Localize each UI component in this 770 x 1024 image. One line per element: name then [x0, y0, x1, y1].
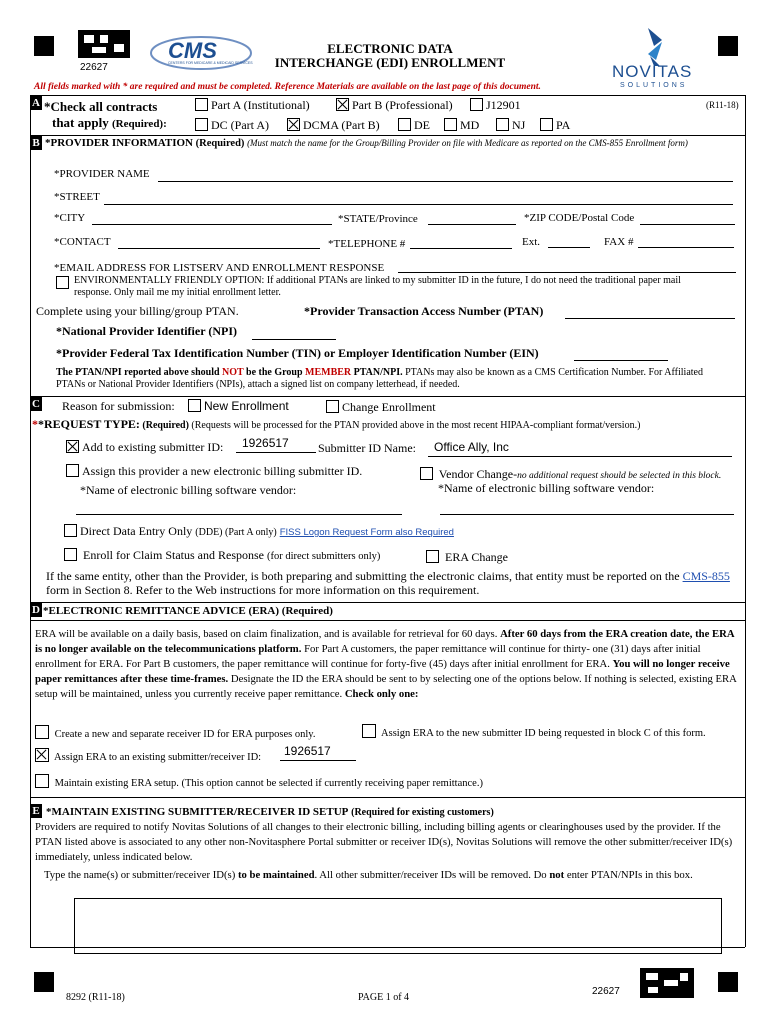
- revision-label: (R11-18): [706, 100, 739, 110]
- checkbox[interactable]: [444, 118, 457, 131]
- contact-input[interactable]: [118, 248, 320, 249]
- add-existing-option[interactable]: Add to existing submitter ID:: [66, 440, 223, 455]
- form-title: ELECTRONIC DATA INTERCHANGE (EDI) ENROLLMENT: [274, 41, 506, 70]
- submitter-id-value[interactable]: 1926517: [242, 436, 289, 450]
- required-notice: All fields marked with * are required and must be completed. Reference Materials are available on the last page of this document.: [34, 82, 541, 92]
- zip-input[interactable]: [640, 224, 735, 225]
- section-d-letter: D: [30, 603, 42, 617]
- dde-option[interactable]: Direct Data Entry Only (DDE) (Part A only) FISS Logon Request Form also Required: [64, 524, 454, 539]
- era-paragraph: ERA will be available on a daily basis, based on claim finalization, and is available for retrieval for 60 days. After 60 days from the ERA creation date, the ERA is no longer available on the telecommunications platform. For Part A customers, the paper remittance will continue for thirty- one (31) days after initial enrollment for ERA. For Part B customers, the paper remittance will continue for forty-five (45) days after initial enrollment for ERA. You will no longer receive paper remittances after these time-frames. Designate the ID the ERA should be sent to by selecting one of the options below. If nothing is selected, existing ERA setup will be maintained, unless you currently receive paper remittance. Check only one:: [35, 628, 737, 700]
- cms-855-link[interactable]: CMS-855: [682, 569, 730, 583]
- contract-nj[interactable]: NJ: [496, 118, 525, 133]
- registration-mark: [718, 972, 738, 992]
- page-number: PAGE 1 of 4: [358, 992, 410, 1003]
- checkbox-checked[interactable]: [287, 118, 300, 131]
- section-c-letter: C: [30, 397, 42, 411]
- submitter-name-input[interactable]: [428, 456, 732, 457]
- vendor-name-label-2: *Name of electronic billing software vendor:: [438, 481, 655, 495]
- checkbox[interactable]: [426, 550, 439, 563]
- footer-barcode: [640, 968, 694, 998]
- registration-mark: [718, 36, 738, 56]
- section-b-letter: B: [30, 136, 42, 150]
- reason-label: Reason for submission:: [62, 399, 175, 413]
- fax-label: FAX #: [604, 236, 634, 248]
- checkbox[interactable]: [470, 98, 483, 111]
- novitas-logo-sub: SOLUTIONS: [620, 82, 688, 89]
- contract-dc[interactable]: DC (Part A): [195, 118, 269, 133]
- maintain-ids-textbox[interactable]: [74, 898, 722, 954]
- section-b-heading: *PROVIDER INFORMATION (Required) (Must match the name for the Group/Billing Provider on file with Medicare as reported on the CMS-855 Enrollment form): [45, 137, 688, 149]
- contract-de[interactable]: DE: [398, 118, 430, 133]
- checkbox[interactable]: [56, 276, 69, 289]
- checkbox[interactable]: [326, 400, 339, 413]
- section-e-heading: *MAINTAIN EXISTING SUBMITTER/RECEIVER ID SETUP (Required for existing customers): [46, 806, 494, 818]
- section-e-letter: E: [30, 804, 42, 818]
- contract-part-a[interactable]: Part A (Institutional): [195, 98, 310, 113]
- checkbox-checked[interactable]: [66, 440, 79, 453]
- checkbox[interactable]: [420, 467, 433, 480]
- era-create-option[interactable]: Create a new and separate receiver ID for ERA purposes only.: [35, 725, 315, 740]
- new-enrollment-option[interactable]: New Enrollment: [188, 399, 289, 413]
- npi-input[interactable]: [252, 339, 336, 340]
- state-input[interactable]: [428, 224, 516, 225]
- checkbox-checked[interactable]: [336, 98, 349, 111]
- provider-name-input[interactable]: [158, 181, 733, 182]
- form-barcode: [78, 30, 130, 58]
- fax-input[interactable]: [638, 247, 734, 248]
- complete-ptan-note: Complete using your billing/group PTAN.: [36, 304, 239, 318]
- vendor-name-input-2[interactable]: [440, 514, 734, 515]
- registration-mark: [34, 972, 54, 992]
- contract-pa[interactable]: PA: [540, 118, 570, 133]
- submitter-id-input[interactable]: [236, 452, 316, 453]
- checkbox[interactable]: [188, 399, 201, 412]
- form-number: 8292 (R11-18): [66, 992, 125, 1003]
- registration-mark: [34, 36, 54, 56]
- era-assign-existing-option[interactable]: Assign ERA to an existing submitter/receiver ID:: [35, 748, 261, 763]
- contract-part-b[interactable]: Part B (Professional): [336, 98, 453, 113]
- vendor-name-label: *Name of electronic billing software vendor:: [80, 483, 297, 497]
- checkbox-checked[interactable]: [35, 748, 49, 762]
- checkbox[interactable]: [64, 548, 77, 561]
- ptan-npi-note: The PTAN/NPI reported above should NOT be the Group MEMBER PTAN/NPI. PTANs may also be known as a CMS Certification Number. For Affiliated PTANs or National Provider Identifiers (NPIs), attach a signed list on company letterhead, if needed.: [56, 367, 703, 390]
- section-a-label: *Check all contracts that apply (Required):: [44, 99, 167, 130]
- era-existing-id-input[interactable]: [280, 760, 356, 761]
- ext-label: Ext.: [522, 236, 541, 248]
- submitter-id-name-label: Submitter ID Name:: [318, 441, 416, 455]
- cms-logo: CMS CENTERS FOR MEDICARE & MEDICAID SERVICES: [150, 36, 252, 70]
- section-d-heading: *ELECTRONIC REMITTANCE ADVICE (ERA) (Required): [43, 605, 333, 617]
- contract-j12901[interactable]: J12901: [470, 98, 521, 113]
- novitas-logo: NOVITAS: [612, 62, 693, 81]
- checkbox[interactable]: [362, 724, 376, 738]
- checkbox[interactable]: [64, 524, 77, 537]
- assign-new-option[interactable]: Assign this provider a new electronic billing submitter ID.: [66, 464, 362, 479]
- telephone-input[interactable]: [410, 248, 512, 249]
- provider-name-label: *PROVIDER NAME: [54, 168, 150, 180]
- street-input[interactable]: [104, 204, 733, 205]
- city-label: *CITY: [54, 212, 86, 224]
- form-code: 22627: [80, 62, 108, 73]
- ext-input[interactable]: [548, 247, 590, 248]
- era-existing-id-value[interactable]: 1926517: [284, 744, 331, 758]
- checkbox[interactable]: [35, 725, 49, 739]
- vendor-name-input[interactable]: [76, 514, 402, 515]
- contract-dcma[interactable]: DCMA (Part B): [287, 118, 380, 133]
- tin-label: *Provider Federal Tax Identification Number (TIN) or Employer Identification Number (EIN): [56, 346, 539, 360]
- request-type-heading: **REQUEST TYPE: (Required) (Requests will be processed for the PTAN provided above in the most recent HIPAA-compliant format/version.): [32, 417, 641, 431]
- submitter-name-value[interactable]: Office Ally, Inc: [434, 440, 509, 454]
- fiss-logon-link[interactable]: FISS Logon Request Form also Required: [279, 527, 454, 538]
- contract-md[interactable]: MD: [444, 118, 479, 133]
- checkbox[interactable]: [540, 118, 553, 131]
- checkbox[interactable]: [195, 118, 208, 131]
- footer-code: 22627: [592, 986, 620, 997]
- env-option[interactable]: ENVIRONMENTALLY FRIENDLY OPTION: If additional PTANs are linked to my submitter ID in the future, I do not need the traditional paper mail response. Only mail me my initial enrollment letter.: [56, 275, 696, 299]
- same-entity-note: If the same entity, other than the Provider, is both preparing and submitting the electronic claims, that entity must be reported on the CMS-855 form in Section 8. Refer to the Web instructions for more information on this requirement.: [46, 569, 730, 597]
- vendor-change-option[interactable]: Vendor Change-no additional request should be selected in this block.: [420, 467, 721, 482]
- checkbox[interactable]: [35, 774, 49, 788]
- claim-status-option[interactable]: Enroll for Claim Status and Response (for direct submitters only): [64, 548, 380, 563]
- era-assign-new-option[interactable]: Assign ERA to the new submitter ID being requested in block C of this form.: [362, 724, 706, 739]
- checkbox[interactable]: [195, 98, 208, 111]
- contact-label: *CONTACT: [54, 236, 111, 248]
- section-e-instructions: Type the name(s) or submitter/receiver ID(s) to be maintained. All other submitter/receiver IDs will be removed. Do not enter PTAN/NPIs in this box.: [44, 869, 693, 881]
- npi-label: *National Provider Identifier (NPI): [56, 324, 237, 338]
- checkbox[interactable]: [398, 118, 411, 131]
- telephone-label: *TELEPHONE #: [328, 238, 406, 250]
- email-input[interactable]: [398, 272, 736, 273]
- email-label: *EMAIL ADDRESS FOR LISTSERV AND ENROLLMENT RESPONSE: [54, 262, 385, 274]
- ptan-label: *Provider Transaction Access Number (PTAN): [304, 304, 544, 318]
- checkbox[interactable]: [496, 118, 509, 131]
- era-maintain-option[interactable]: Maintain existing ERA setup. (This option cannot be selected if currently receiving paper remittance.): [35, 774, 483, 789]
- change-enrollment-option[interactable]: Change Enrollment: [326, 400, 436, 415]
- zip-label: *ZIP CODE/Postal Code: [524, 212, 635, 224]
- tin-input[interactable]: [574, 360, 668, 361]
- era-change-option[interactable]: ERA Change: [426, 550, 508, 565]
- ptan-input[interactable]: [565, 318, 735, 319]
- city-input[interactable]: [92, 224, 332, 225]
- state-label: *STATE/Province: [338, 213, 418, 225]
- street-label: *STREET: [54, 191, 100, 203]
- checkbox[interactable]: [66, 464, 79, 477]
- section-a-letter: A: [30, 96, 42, 110]
- section-e-paragraph: Providers are required to notify Novitas Solutions of all changes to their electronic billing, including billing agents or clearinghouses used by the provider. If the PTAN listed above is associated to any other non-Novitasphere Portal submitter or receiver ID(s), Novitas Solutions will remove the other submitter/receiver ID(s) immediately, unless indicated below.: [35, 821, 733, 863]
